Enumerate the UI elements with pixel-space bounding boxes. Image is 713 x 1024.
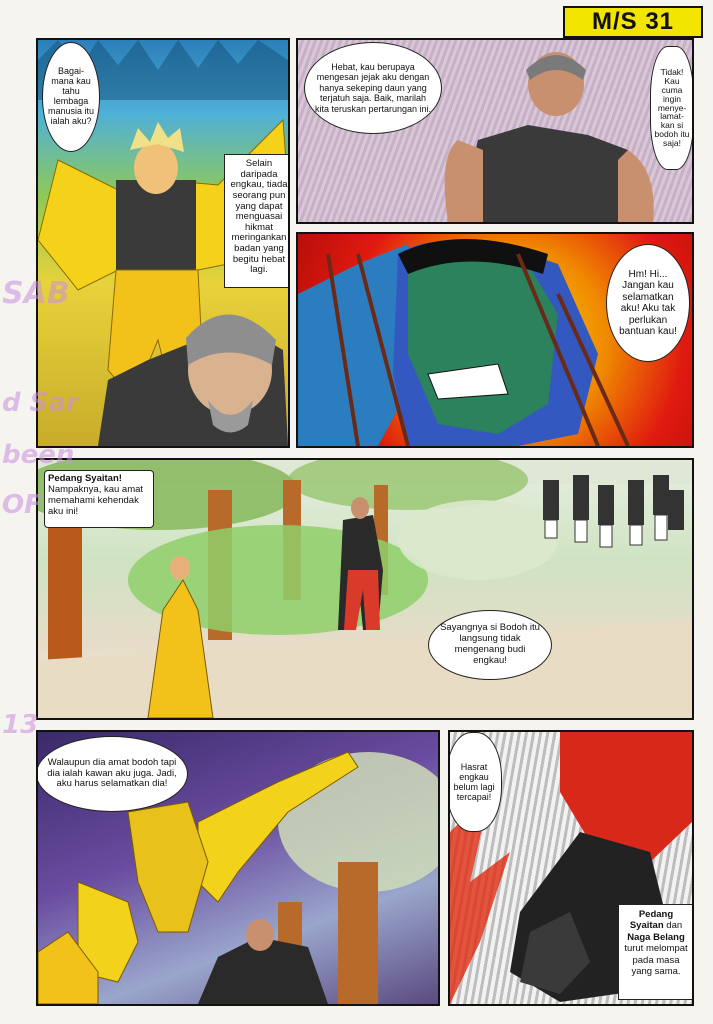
speaker-name: Pedang Syaitan! xyxy=(48,473,122,484)
speech-bubble: Bagai-mana kau tahu lembaga manusia itu ialah aku? xyxy=(42,42,100,152)
panel-6 xyxy=(448,730,694,1006)
watermark-text: OF xyxy=(2,490,42,520)
panel-2 xyxy=(296,38,694,224)
panel-5 xyxy=(36,730,440,1006)
speech-text: Nampaknya, kau amat memahami kehendak aku ini! xyxy=(48,483,144,517)
speech-box xyxy=(44,470,154,528)
speech-bubble: Hm! Hi... Jangan kau selamatkan aku! Aku tak perlukan bantuan kau! xyxy=(606,244,690,362)
caption-text: dan xyxy=(666,920,683,932)
speech-bubble: Hasrat engkau belum lagi tercapai! xyxy=(448,732,502,832)
watermark-text: 13 xyxy=(2,710,39,740)
narration-box xyxy=(618,904,694,1000)
watermark-text: d Sar xyxy=(2,388,79,418)
panel-4 xyxy=(36,458,694,720)
speech-bubble: Walaupun dia amat bodoh tapi dia ialah kawan aku juga. Jadi, aku harus selamatkan dia! xyxy=(36,736,188,812)
narration-box: Selain daripada engkau, tiada seorang pun yang dapat menguasai hikmat meringankan badan yang begitu hebat lagi. xyxy=(224,154,290,288)
watermark-text: been xyxy=(2,440,75,470)
caption-name: Pedang Syaitan xyxy=(629,909,674,932)
speech-bubble: Hebat, kau berupaya mengesan jejak aku dengan hanya sekeping daun yang terjatuh saja. Baik, marilah kita teruskan pertarungan ini. xyxy=(304,42,442,134)
caption-name: Naga Belang xyxy=(627,931,685,943)
watermark-text: SAB xyxy=(2,276,70,311)
panel-1 xyxy=(36,38,290,448)
panel-3 xyxy=(296,232,694,448)
speech-bubble: Tidak! Kau cuma ingin menye-lamat-kan si bodoh itu saja! xyxy=(650,46,694,170)
caption-text: turut melompat pada masa yang sama. xyxy=(624,943,688,977)
speech-bubble: Sayangnya si Bodoh itu langsung tidak mengenang budi engkau! xyxy=(428,610,552,680)
page-number: M/S 31 xyxy=(563,6,703,38)
